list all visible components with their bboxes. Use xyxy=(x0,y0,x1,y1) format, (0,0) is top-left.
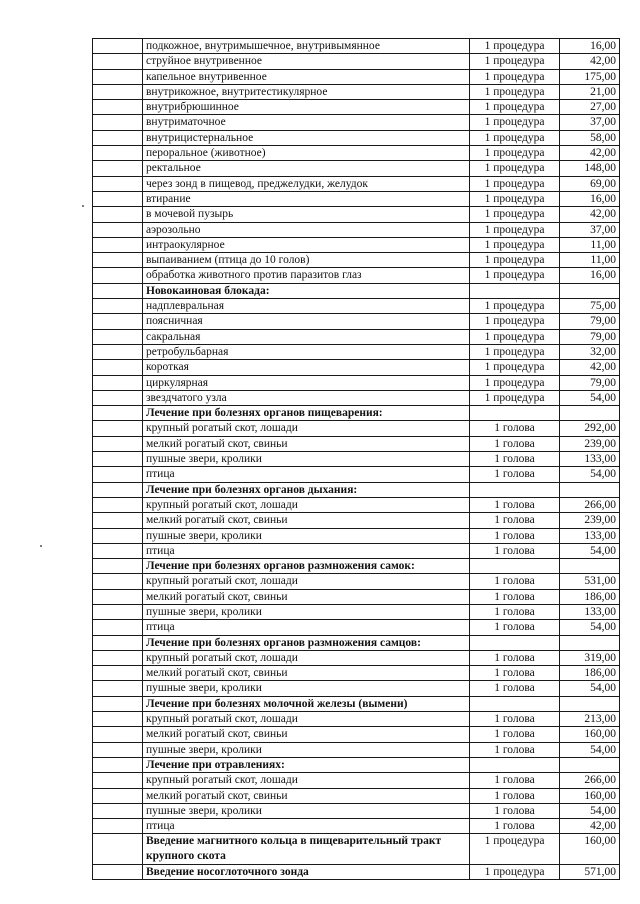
price-cell: 531,00 xyxy=(560,574,620,589)
table-row xyxy=(93,467,620,482)
row-number-cell xyxy=(93,268,143,283)
service-name-cell: Лечение при болезнях молочной железы (вымени) xyxy=(143,696,470,711)
unit-cell: 1 голова xyxy=(470,543,560,558)
price-table-body xyxy=(93,39,620,880)
unit-cell: 1 процедура xyxy=(470,100,560,115)
table-row xyxy=(93,314,620,329)
table-row xyxy=(93,681,620,696)
row-number-cell xyxy=(93,803,143,818)
table-row xyxy=(93,528,620,543)
unit-cell xyxy=(470,283,560,298)
row-number-cell xyxy=(93,834,143,864)
service-name-cell: интраокулярное xyxy=(143,237,470,252)
section-row xyxy=(93,864,620,879)
unit-cell xyxy=(470,696,560,711)
unit-cell: 1 процедура xyxy=(470,237,560,252)
unit-cell: 1 процедура xyxy=(470,222,560,237)
table-row xyxy=(93,268,620,283)
price-cell: 37,00 xyxy=(560,115,620,130)
service-name-cell: поясничная xyxy=(143,314,470,329)
service-name-cell: Лечение при болезнях органов размножения самок: xyxy=(143,559,470,574)
row-number-cell xyxy=(93,696,143,711)
price-cell: 54,00 xyxy=(560,681,620,696)
section-row xyxy=(93,482,620,497)
price-cell: 266,00 xyxy=(560,773,620,788)
row-number-cell xyxy=(93,467,143,482)
price-cell: 11,00 xyxy=(560,237,620,252)
unit-cell: 1 голова xyxy=(470,803,560,818)
price-cell xyxy=(560,696,620,711)
table-row xyxy=(93,574,620,589)
price-cell xyxy=(560,283,620,298)
unit-cell: 1 голова xyxy=(470,604,560,619)
table-row xyxy=(93,650,620,665)
table-row xyxy=(93,421,620,436)
price-table xyxy=(92,38,620,880)
price-cell xyxy=(560,757,620,772)
table-row xyxy=(93,390,620,405)
price-cell: 160,00 xyxy=(560,727,620,742)
row-number-cell xyxy=(93,54,143,69)
row-number-cell xyxy=(93,84,143,99)
table-row xyxy=(93,375,620,390)
price-cell xyxy=(560,559,620,574)
table-row xyxy=(93,773,620,788)
scan-speck xyxy=(40,545,42,547)
price-cell: 16,00 xyxy=(560,39,620,54)
table-row xyxy=(93,115,620,130)
service-name-cell: Лечение при отравлениях: xyxy=(143,757,470,772)
price-cell: 160,00 xyxy=(560,788,620,803)
unit-cell: 1 голова xyxy=(470,467,560,482)
service-name-cell: крупный рогатый скот, лошади xyxy=(143,497,470,512)
unit-cell: 1 процедура xyxy=(470,864,560,879)
unit-cell: 1 голова xyxy=(470,452,560,467)
table-row xyxy=(93,604,620,619)
price-cell: 54,00 xyxy=(560,543,620,558)
section-row xyxy=(93,559,620,574)
unit-cell: 1 процедура xyxy=(470,191,560,206)
row-number-cell xyxy=(93,864,143,879)
table-row xyxy=(93,788,620,803)
service-name-cell: птица xyxy=(143,620,470,635)
row-number-cell xyxy=(93,635,143,650)
table-row xyxy=(93,329,620,344)
row-number-cell xyxy=(93,237,143,252)
service-name-cell: птица xyxy=(143,467,470,482)
unit-cell: 1 процедура xyxy=(470,54,560,69)
table-row xyxy=(93,237,620,252)
price-cell: 148,00 xyxy=(560,161,620,176)
table-row xyxy=(93,497,620,512)
row-number-cell xyxy=(93,773,143,788)
service-name-cell: крупный рогатый скот, лошади xyxy=(143,574,470,589)
price-cell: 54,00 xyxy=(560,467,620,482)
row-number-cell xyxy=(93,513,143,528)
service-name-cell: пушные звери, кролики xyxy=(143,803,470,818)
price-cell: 266,00 xyxy=(560,497,620,512)
row-number-cell xyxy=(93,574,143,589)
price-cell: 16,00 xyxy=(560,191,620,206)
row-number-cell xyxy=(93,452,143,467)
table-row xyxy=(93,222,620,237)
row-number-cell xyxy=(93,222,143,237)
price-cell: 69,00 xyxy=(560,176,620,191)
service-name-cell: крупный рогатый скот, лошади xyxy=(143,421,470,436)
section-row xyxy=(93,635,620,650)
table-row xyxy=(93,452,620,467)
row-number-cell xyxy=(93,39,143,54)
price-cell: 42,00 xyxy=(560,146,620,161)
scan-speck xyxy=(82,205,84,207)
service-name-cell: Новокаиновая блокада: xyxy=(143,283,470,298)
price-cell: 186,00 xyxy=(560,666,620,681)
row-number-cell xyxy=(93,115,143,130)
table-row xyxy=(93,727,620,742)
unit-cell: 1 процедура xyxy=(470,314,560,329)
service-name-cell: мелкий рогатый скот, свиньи xyxy=(143,788,470,803)
service-name-cell: надплевральная xyxy=(143,299,470,314)
unit-cell: 1 голова xyxy=(470,712,560,727)
row-number-cell xyxy=(93,497,143,512)
unit-cell: 1 процедура xyxy=(470,390,560,405)
unit-cell: 1 голова xyxy=(470,589,560,604)
table-row xyxy=(93,543,620,558)
unit-cell: 1 голова xyxy=(470,819,560,834)
table-row xyxy=(93,819,620,834)
service-name-cell: пероральное (животное) xyxy=(143,146,470,161)
row-number-cell xyxy=(93,528,143,543)
table-row xyxy=(93,161,620,176)
service-name-cell: мелкий рогатый скот, свиньи xyxy=(143,436,470,451)
unit-cell xyxy=(470,482,560,497)
service-name-cell: выпаиванием (птица до 10 голов) xyxy=(143,253,470,268)
unit-cell: 1 голова xyxy=(470,773,560,788)
unit-cell: 1 процедура xyxy=(470,146,560,161)
service-name-cell: пушные звери, кролики xyxy=(143,452,470,467)
price-cell: 319,00 xyxy=(560,650,620,665)
service-name-cell: крупный рогатый скот, лошади xyxy=(143,773,470,788)
price-cell: 42,00 xyxy=(560,207,620,222)
table-row xyxy=(93,344,620,359)
service-name-cell: обработка животного против паразитов глаз xyxy=(143,268,470,283)
unit-cell: 1 процедура xyxy=(470,130,560,145)
section-row xyxy=(93,834,620,864)
price-cell: 32,00 xyxy=(560,344,620,359)
row-number-cell xyxy=(93,650,143,665)
service-name-cell: втирание xyxy=(143,191,470,206)
unit-cell: 1 процедура xyxy=(470,360,560,375)
service-name-cell: крупный рогатый скот, лошади xyxy=(143,650,470,665)
unit-cell: 1 голова xyxy=(470,788,560,803)
row-number-cell xyxy=(93,207,143,222)
service-name-cell: Введение носоглоточного зонда xyxy=(143,864,470,879)
service-name-cell: Лечение при болезнях органов размножения самцов: xyxy=(143,635,470,650)
row-number-cell xyxy=(93,559,143,574)
price-cell: 37,00 xyxy=(560,222,620,237)
service-name-cell: пушные звери, кролики xyxy=(143,681,470,696)
table-row xyxy=(93,299,620,314)
row-number-cell xyxy=(93,589,143,604)
row-number-cell xyxy=(93,666,143,681)
table-row xyxy=(93,207,620,222)
unit-cell: 1 голова xyxy=(470,528,560,543)
row-number-cell xyxy=(93,421,143,436)
price-cell: 21,00 xyxy=(560,84,620,99)
unit-cell: 1 голова xyxy=(470,681,560,696)
unit-cell: 1 процедура xyxy=(470,329,560,344)
price-cell: 133,00 xyxy=(560,452,620,467)
unit-cell: 1 процедура xyxy=(470,375,560,390)
service-name-cell: внутриматочное xyxy=(143,115,470,130)
service-name-cell: пушные звери, кролики xyxy=(143,604,470,619)
unit-cell: 1 голова xyxy=(470,620,560,635)
row-number-cell xyxy=(93,283,143,298)
unit-cell: 1 процедура xyxy=(470,161,560,176)
unit-cell: 1 голова xyxy=(470,497,560,512)
price-cell: 239,00 xyxy=(560,513,620,528)
service-name-cell: внутрикожное, внутритестикулярное xyxy=(143,84,470,99)
service-name-cell: подкожное, внутримышечное, внутривымянное xyxy=(143,39,470,54)
price-cell: 54,00 xyxy=(560,742,620,757)
unit-cell: 1 голова xyxy=(470,727,560,742)
row-number-cell xyxy=(93,757,143,772)
table-row xyxy=(93,84,620,99)
table-row xyxy=(93,666,620,681)
unit-cell xyxy=(470,635,560,650)
table-row xyxy=(93,360,620,375)
unit-cell: 1 голова xyxy=(470,650,560,665)
service-name-cell: птица xyxy=(143,543,470,558)
row-number-cell xyxy=(93,146,143,161)
service-name-cell: через зонд в пищевод, преджелудки, желудок xyxy=(143,176,470,191)
table-row xyxy=(93,100,620,115)
section-row xyxy=(93,757,620,772)
unit-cell: 1 процедура xyxy=(470,268,560,283)
row-number-cell xyxy=(93,100,143,115)
price-cell: 58,00 xyxy=(560,130,620,145)
unit-cell: 1 голова xyxy=(470,742,560,757)
price-cell: 79,00 xyxy=(560,329,620,344)
table-row xyxy=(93,191,620,206)
table-row xyxy=(93,253,620,268)
price-cell: 175,00 xyxy=(560,69,620,84)
table-row xyxy=(93,39,620,54)
unit-cell: 1 голова xyxy=(470,421,560,436)
service-name-cell: Лечение при болезнях органов дыхания: xyxy=(143,482,470,497)
row-number-cell xyxy=(93,406,143,421)
service-name-cell: в мочевой пузырь xyxy=(143,207,470,222)
price-cell xyxy=(560,635,620,650)
table-row xyxy=(93,69,620,84)
unit-cell xyxy=(470,559,560,574)
price-cell: 42,00 xyxy=(560,54,620,69)
row-number-cell xyxy=(93,390,143,405)
price-cell: 79,00 xyxy=(560,314,620,329)
service-name-cell: короткая xyxy=(143,360,470,375)
service-name-cell: внутрицистернальное xyxy=(143,130,470,145)
unit-cell: 1 процедура xyxy=(470,344,560,359)
service-name-cell: циркулярная xyxy=(143,375,470,390)
price-cell: 54,00 xyxy=(560,803,620,818)
service-name-cell: крупный рогатый скот, лошади xyxy=(143,712,470,727)
row-number-cell xyxy=(93,130,143,145)
service-name-cell: птица xyxy=(143,819,470,834)
row-number-cell xyxy=(93,742,143,757)
price-list-page xyxy=(92,38,616,880)
service-name-cell: мелкий рогатый скот, свиньи xyxy=(143,513,470,528)
unit-cell: 1 голова xyxy=(470,666,560,681)
price-cell xyxy=(560,482,620,497)
row-number-cell xyxy=(93,712,143,727)
section-row xyxy=(93,696,620,711)
price-cell: 27,00 xyxy=(560,100,620,115)
row-number-cell xyxy=(93,176,143,191)
table-row xyxy=(93,146,620,161)
price-cell: 239,00 xyxy=(560,436,620,451)
table-row xyxy=(93,712,620,727)
row-number-cell xyxy=(93,375,143,390)
unit-cell: 1 процедура xyxy=(470,299,560,314)
row-number-cell xyxy=(93,299,143,314)
service-name-cell: Введение магнитного кольца в пищеварительный тракт крупного скота xyxy=(143,834,470,864)
service-name-cell: пушные звери, кролики xyxy=(143,742,470,757)
price-cell: 133,00 xyxy=(560,604,620,619)
unit-cell xyxy=(470,757,560,772)
row-number-cell xyxy=(93,329,143,344)
price-cell: 79,00 xyxy=(560,375,620,390)
unit-cell: 1 процедура xyxy=(470,115,560,130)
service-name-cell: пушные звери, кролики xyxy=(143,528,470,543)
section-row xyxy=(93,283,620,298)
service-name-cell: аэрозольно xyxy=(143,222,470,237)
unit-cell: 1 голова xyxy=(470,436,560,451)
row-number-cell xyxy=(93,727,143,742)
price-cell: 133,00 xyxy=(560,528,620,543)
table-row xyxy=(93,589,620,604)
unit-cell xyxy=(470,406,560,421)
row-number-cell xyxy=(93,344,143,359)
service-name-cell: ретробульбарная xyxy=(143,344,470,359)
service-name-cell: капельное внутривенное xyxy=(143,69,470,84)
unit-cell: 1 процедура xyxy=(470,84,560,99)
service-name-cell: струйное внутривенное xyxy=(143,54,470,69)
row-number-cell xyxy=(93,482,143,497)
table-row xyxy=(93,176,620,191)
row-number-cell xyxy=(93,543,143,558)
row-number-cell xyxy=(93,360,143,375)
price-cell: 213,00 xyxy=(560,712,620,727)
service-name-cell: мелкий рогатый скот, свиньи xyxy=(143,666,470,681)
unit-cell: 1 процедура xyxy=(470,176,560,191)
price-cell: 42,00 xyxy=(560,819,620,834)
unit-cell: 1 процедура xyxy=(470,39,560,54)
service-name-cell: звездчатого узла xyxy=(143,390,470,405)
row-number-cell xyxy=(93,436,143,451)
row-number-cell xyxy=(93,161,143,176)
service-name-cell: мелкий рогатый скот, свиньи xyxy=(143,727,470,742)
table-row xyxy=(93,436,620,451)
row-number-cell xyxy=(93,314,143,329)
section-row xyxy=(93,406,620,421)
row-number-cell xyxy=(93,788,143,803)
unit-cell: 1 процедура xyxy=(470,253,560,268)
price-cell: 186,00 xyxy=(560,589,620,604)
table-row xyxy=(93,620,620,635)
row-number-cell xyxy=(93,253,143,268)
price-cell: 42,00 xyxy=(560,360,620,375)
service-name-cell: мелкий рогатый скот, свиньи xyxy=(143,589,470,604)
row-number-cell xyxy=(93,620,143,635)
table-row xyxy=(93,130,620,145)
row-number-cell xyxy=(93,69,143,84)
price-cell xyxy=(560,406,620,421)
row-number-cell xyxy=(93,819,143,834)
price-cell: 54,00 xyxy=(560,620,620,635)
row-number-cell xyxy=(93,191,143,206)
service-name-cell: сакральная xyxy=(143,329,470,344)
price-cell: 292,00 xyxy=(560,421,620,436)
price-cell: 11,00 xyxy=(560,253,620,268)
unit-cell: 1 процедура xyxy=(470,207,560,222)
table-row xyxy=(93,742,620,757)
unit-cell: 1 голова xyxy=(470,574,560,589)
price-cell: 160,00 xyxy=(560,834,620,864)
table-row xyxy=(93,803,620,818)
row-number-cell xyxy=(93,604,143,619)
row-number-cell xyxy=(93,681,143,696)
unit-cell: 1 процедура xyxy=(470,69,560,84)
service-name-cell: внутрибрюшинное xyxy=(143,100,470,115)
unit-cell: 1 голова xyxy=(470,513,560,528)
price-cell: 54,00 xyxy=(560,390,620,405)
service-name-cell: ректальное xyxy=(143,161,470,176)
price-cell: 571,00 xyxy=(560,864,620,879)
price-cell: 75,00 xyxy=(560,299,620,314)
table-row xyxy=(93,54,620,69)
service-name-cell: Лечение при болезнях органов пищеварения: xyxy=(143,406,470,421)
unit-cell: 1 процедура xyxy=(470,834,560,864)
price-cell: 16,00 xyxy=(560,268,620,283)
table-row xyxy=(93,513,620,528)
